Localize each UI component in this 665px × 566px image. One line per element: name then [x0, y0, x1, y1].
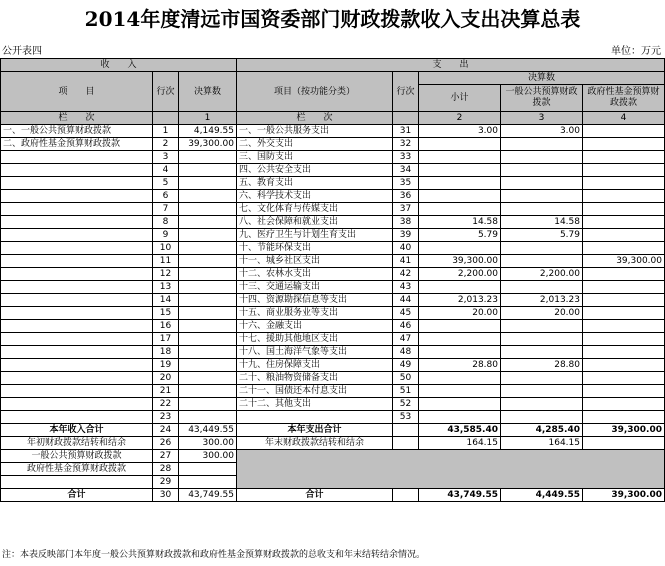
budget-table — [0, 58, 665, 502]
expense-subtotal — [419, 190, 501, 203]
expense-line-header: 行次 — [393, 72, 419, 112]
income-line-no: 10 — [153, 242, 179, 255]
income-item — [1, 268, 153, 281]
expense-subtotal — [419, 138, 501, 151]
expense-fund — [583, 281, 665, 294]
expense-fund — [583, 177, 665, 190]
expense-fund — [583, 294, 665, 307]
expense-subtotal — [419, 177, 501, 190]
form-number: 公开表四 — [2, 46, 42, 57]
expense-line-no: 49 — [393, 359, 419, 372]
expense-fund — [583, 359, 665, 372]
expense-general — [501, 164, 583, 177]
table-row — [1, 411, 665, 424]
expense-item: 十九、住房保障支出 — [237, 359, 393, 372]
income-item — [1, 177, 153, 190]
unit-label: 单位：万元 — [611, 46, 661, 57]
income-total-label: 本年收入合计 — [1, 424, 153, 437]
expense-general — [501, 411, 583, 424]
income-item — [1, 385, 153, 398]
income-amount — [179, 242, 237, 255]
expense-item: 三、国防支出 — [237, 151, 393, 164]
expense-item: 十二、农林水支出 — [237, 268, 393, 281]
expense-item — [237, 411, 393, 424]
end-balance-subtotal: 164.15 — [419, 437, 501, 450]
grey-filler — [237, 450, 665, 489]
income-item — [1, 190, 153, 203]
expense-fund — [583, 333, 665, 346]
expense-subtotal — [419, 320, 501, 333]
income-line-no: 7 — [153, 203, 179, 216]
income-line-no: 4 — [153, 164, 179, 177]
begin-balance-label: 年初财政拨款结转和结余 — [1, 437, 153, 450]
income-amount — [179, 294, 237, 307]
expense-item: 十六、金融支出 — [237, 320, 393, 333]
expense-line-no: 31 — [393, 125, 419, 138]
grand-total-label-right: 合计 — [237, 489, 393, 502]
lanci-label-right: 栏 次 — [237, 112, 393, 125]
expense-line-no: 33 — [393, 151, 419, 164]
expense-fund — [583, 138, 665, 151]
income-item — [1, 281, 153, 294]
table-row — [1, 151, 665, 164]
income-line-no: 5 — [153, 177, 179, 190]
income-total-value: 43,449.55 — [179, 424, 237, 437]
expense-item: 十、节能环保支出 — [237, 242, 393, 255]
end-balance-fund — [583, 437, 665, 450]
col-3-index: 3 — [501, 112, 583, 125]
expense-total-no — [393, 424, 419, 437]
expense-fund — [583, 268, 665, 281]
income-amount — [179, 190, 237, 203]
expense-subtotal: 5.79 — [419, 229, 501, 242]
expense-general: 2,013.23 — [501, 294, 583, 307]
income-line-no: 2 — [153, 138, 179, 151]
expense-general — [501, 385, 583, 398]
expense-item: 二十一、国债还本付息支出 — [237, 385, 393, 398]
expense-line-no: 44 — [393, 294, 419, 307]
report-title: 2014年度清远市国资委部门财政拨款收入支出决算总表 — [84, 7, 581, 31]
expense-general: 2,200.00 — [501, 268, 583, 281]
expense-line-no: 32 — [393, 138, 419, 151]
begin-fund-no: 28 — [153, 463, 179, 476]
expense-general — [501, 398, 583, 411]
expense-general — [501, 372, 583, 385]
income-line-no: 16 — [153, 320, 179, 333]
footnote: 注：本表反映部门本年度一般公共预算财政拨款和政府性基金预算财政拨款的总收支和年末结转结余情况。 — [2, 550, 426, 560]
expense-line-no: 38 — [393, 216, 419, 229]
expense-subtotal — [419, 372, 501, 385]
expense-total-fund: 39,300.00 — [583, 424, 665, 437]
income-line-no: 23 — [153, 411, 179, 424]
expense-fund — [583, 164, 665, 177]
begin-general-no: 27 — [153, 450, 179, 463]
income-line-no: 9 — [153, 229, 179, 242]
income-item — [1, 411, 153, 424]
expense-item: 二十二、其他支出 — [237, 398, 393, 411]
income-line-no: 14 — [153, 294, 179, 307]
expense-line-no: 46 — [393, 320, 419, 333]
expense-item: 十三、交通运输支出 — [237, 281, 393, 294]
table-row — [1, 216, 665, 229]
expense-item: 二、外交支出 — [237, 138, 393, 151]
expense-subtotal: 3.00 — [419, 125, 501, 138]
expense-subtotal: 20.00 — [419, 307, 501, 320]
expense-item-header: 项目（按功能分类） — [237, 72, 393, 112]
income-amount — [179, 229, 237, 242]
expense-subtotal: 14.58 — [419, 216, 501, 229]
income-line-no: 8 — [153, 216, 179, 229]
expense-general: 28.80 — [501, 359, 583, 372]
expense-general — [501, 255, 583, 268]
income-line-no: 13 — [153, 281, 179, 294]
expense-general: 5.79 — [501, 229, 583, 242]
grand-total-subtotal: 43,749.55 — [419, 489, 501, 502]
table-row — [1, 281, 665, 294]
expense-item: 十八、国土海洋气象等支出 — [237, 346, 393, 359]
income-amount — [179, 216, 237, 229]
expense-fund — [583, 307, 665, 320]
expense-subtotal — [419, 333, 501, 346]
expense-subtotal — [419, 203, 501, 216]
expense-fund — [583, 346, 665, 359]
data-rows — [1, 125, 665, 424]
income-item-header: 项 目 — [1, 72, 153, 112]
table-row — [1, 372, 665, 385]
expense-subtotal — [419, 164, 501, 177]
expense-subtotal — [419, 281, 501, 294]
expense-fund — [583, 242, 665, 255]
table-row — [1, 398, 665, 411]
income-amount — [179, 385, 237, 398]
begin-fund-value — [179, 463, 237, 476]
expense-general: 20.00 — [501, 307, 583, 320]
expense-general — [501, 346, 583, 359]
blank-row-no: 29 — [153, 476, 179, 489]
income-line-no: 6 — [153, 190, 179, 203]
expense-subtotal — [419, 411, 501, 424]
income-item — [1, 216, 153, 229]
expense-header: 支 出 — [237, 59, 665, 72]
expense-line-no: 51 — [393, 385, 419, 398]
expense-item: 十一、城乡社区支出 — [237, 255, 393, 268]
income-amount: 39,300.00 — [179, 138, 237, 151]
lanci-blank-right — [393, 112, 419, 125]
income-amount-header: 决算数 — [179, 72, 237, 112]
income-item: 一、一般公共预算财政拨款 — [1, 125, 153, 138]
expense-line-no: 52 — [393, 398, 419, 411]
expense-line-no: 50 — [393, 372, 419, 385]
income-item — [1, 242, 153, 255]
expense-subtotal: 2,013.23 — [419, 294, 501, 307]
grand-total-fund: 39,300.00 — [583, 489, 665, 502]
table-row — [1, 242, 665, 255]
income-amount — [179, 346, 237, 359]
income-item — [1, 151, 153, 164]
table-row — [1, 268, 665, 281]
expense-item: 七、文化体育与传媒支出 — [237, 203, 393, 216]
decision-group-header: 决算数 — [419, 72, 665, 85]
income-amount — [179, 151, 237, 164]
expense-line-no: 37 — [393, 203, 419, 216]
fund-budget-header: 政府性基金预算财政拨款 — [583, 85, 665, 112]
expense-fund — [583, 125, 665, 138]
table-row — [1, 385, 665, 398]
begin-general-value: 300.00 — [179, 450, 237, 463]
expense-general — [501, 203, 583, 216]
col-2-index: 2 — [419, 112, 501, 125]
income-amount — [179, 398, 237, 411]
income-item — [1, 372, 153, 385]
income-line-no: 15 — [153, 307, 179, 320]
income-item — [1, 294, 153, 307]
expense-total-subtotal: 43,585.40 — [419, 424, 501, 437]
income-line-no: 22 — [153, 398, 179, 411]
income-line-no: 19 — [153, 359, 179, 372]
expense-total-label: 本年支出合计 — [237, 424, 393, 437]
expense-item: 四、公共安全支出 — [237, 164, 393, 177]
expense-fund — [583, 320, 665, 333]
table-row — [1, 190, 665, 203]
expense-general — [501, 151, 583, 164]
expense-item: 一、一般公共服务支出 — [237, 125, 393, 138]
expense-fund — [583, 385, 665, 398]
table-row — [1, 307, 665, 320]
income-amount — [179, 359, 237, 372]
expense-item: 十七、援助其他地区支出 — [237, 333, 393, 346]
grand-total-no: 30 — [153, 489, 179, 502]
income-amount — [179, 411, 237, 424]
income-item — [1, 320, 153, 333]
col-4-index: 4 — [583, 112, 665, 125]
begin-balance-no: 26 — [153, 437, 179, 450]
expense-line-no: 45 — [393, 307, 419, 320]
table-row — [1, 203, 665, 216]
income-amount — [179, 281, 237, 294]
begin-balance-value: 300.00 — [179, 437, 237, 450]
table-row — [1, 359, 665, 372]
expense-general: 14.58 — [501, 216, 583, 229]
grand-total-label: 合计 — [1, 489, 153, 502]
expense-line-no: 53 — [393, 411, 419, 424]
expense-fund — [583, 372, 665, 385]
expense-subtotal — [419, 398, 501, 411]
income-item: 二、政府性基金预算财政拨款 — [1, 138, 153, 151]
table-row — [1, 229, 665, 242]
grand-total-general: 4,449.55 — [501, 489, 583, 502]
income-amount: 4,149.55 — [179, 125, 237, 138]
begin-general-label: 一般公共预算财政拨款 — [1, 450, 153, 463]
expense-general — [501, 177, 583, 190]
income-line-no: 3 — [153, 151, 179, 164]
income-header: 收 入 — [1, 59, 237, 72]
income-line-no: 12 — [153, 268, 179, 281]
expense-fund — [583, 411, 665, 424]
grand-total-value: 43,749.55 — [179, 489, 237, 502]
expense-item: 十四、资源勘探信息等支出 — [237, 294, 393, 307]
expense-item: 五、教育支出 — [237, 177, 393, 190]
expense-item: 二十、粮油物资储备支出 — [237, 372, 393, 385]
income-item — [1, 255, 153, 268]
table-row — [1, 164, 665, 177]
expense-item: 九、医疗卫生与计划生育支出 — [237, 229, 393, 242]
table-row — [1, 125, 665, 138]
table-row — [1, 177, 665, 190]
expense-fund — [583, 203, 665, 216]
expense-general — [501, 320, 583, 333]
expense-general — [501, 190, 583, 203]
income-amount — [179, 177, 237, 190]
table-row — [1, 294, 665, 307]
end-balance-no — [393, 437, 419, 450]
expense-subtotal — [419, 242, 501, 255]
grand-total-no-right — [393, 489, 419, 502]
expense-subtotal: 28.80 — [419, 359, 501, 372]
expense-line-no: 43 — [393, 281, 419, 294]
lanci-label: 栏 次 — [1, 112, 153, 125]
expense-line-no: 34 — [393, 164, 419, 177]
expense-subtotal — [419, 385, 501, 398]
expense-item: 十五、商业服务业等支出 — [237, 307, 393, 320]
expense-line-no: 41 — [393, 255, 419, 268]
table-row — [1, 138, 665, 151]
table-row — [1, 346, 665, 359]
expense-item: 八、社会保障和就业支出 — [237, 216, 393, 229]
expense-line-no: 48 — [393, 346, 419, 359]
expense-fund — [583, 190, 665, 203]
income-amount — [179, 255, 237, 268]
income-item — [1, 164, 153, 177]
table-row — [1, 320, 665, 333]
lanci-blank — [153, 112, 179, 125]
end-balance-label: 年末财政拨款结转和结余 — [237, 437, 393, 450]
income-line-no: 1 — [153, 125, 179, 138]
income-item — [1, 346, 153, 359]
expense-general — [501, 138, 583, 151]
income-amount — [179, 320, 237, 333]
general-budget-header: 一般公共预算财政拨款 — [501, 85, 583, 112]
expense-item: 六、科学技术支出 — [237, 190, 393, 203]
expense-line-no: 40 — [393, 242, 419, 255]
income-item — [1, 307, 153, 320]
expense-fund — [583, 398, 665, 411]
expense-line-no: 47 — [393, 333, 419, 346]
expense-general — [501, 333, 583, 346]
begin-fund-label: 政府性基金预算财政拨款 — [1, 463, 153, 476]
income-total-no: 24 — [153, 424, 179, 437]
income-line-no: 17 — [153, 333, 179, 346]
expense-general: 3.00 — [501, 125, 583, 138]
income-amount — [179, 307, 237, 320]
income-line-header: 行次 — [153, 72, 179, 112]
col-1-index: 1 — [179, 112, 237, 125]
income-item — [1, 203, 153, 216]
table-row — [1, 333, 665, 346]
expense-line-no: 36 — [393, 190, 419, 203]
income-item — [1, 333, 153, 346]
expense-line-no: 35 — [393, 177, 419, 190]
expense-subtotal: 39,300.00 — [419, 255, 501, 268]
expense-subtotal: 2,200.00 — [419, 268, 501, 281]
income-amount — [179, 203, 237, 216]
expense-fund — [583, 151, 665, 164]
expense-fund: 39,300.00 — [583, 255, 665, 268]
expense-general — [501, 242, 583, 255]
income-amount — [179, 372, 237, 385]
income-item — [1, 229, 153, 242]
expense-subtotal — [419, 346, 501, 359]
expense-general — [501, 281, 583, 294]
income-item — [1, 398, 153, 411]
expense-fund — [583, 216, 665, 229]
expense-line-no: 42 — [393, 268, 419, 281]
expense-fund — [583, 229, 665, 242]
income-line-no: 18 — [153, 346, 179, 359]
blank-row-label — [1, 476, 153, 489]
table-row — [1, 255, 665, 268]
blank-row-value — [179, 476, 237, 489]
end-balance-general: 164.15 — [501, 437, 583, 450]
expense-line-no: 39 — [393, 229, 419, 242]
expense-subtotal — [419, 151, 501, 164]
income-amount — [179, 333, 237, 346]
income-line-no: 11 — [153, 255, 179, 268]
subtotal-header: 小计 — [419, 85, 501, 112]
income-line-no: 21 — [153, 385, 179, 398]
income-amount — [179, 268, 237, 281]
income-line-no: 20 — [153, 372, 179, 385]
expense-total-general: 4,285.40 — [501, 424, 583, 437]
income-item — [1, 359, 153, 372]
income-amount — [179, 164, 237, 177]
